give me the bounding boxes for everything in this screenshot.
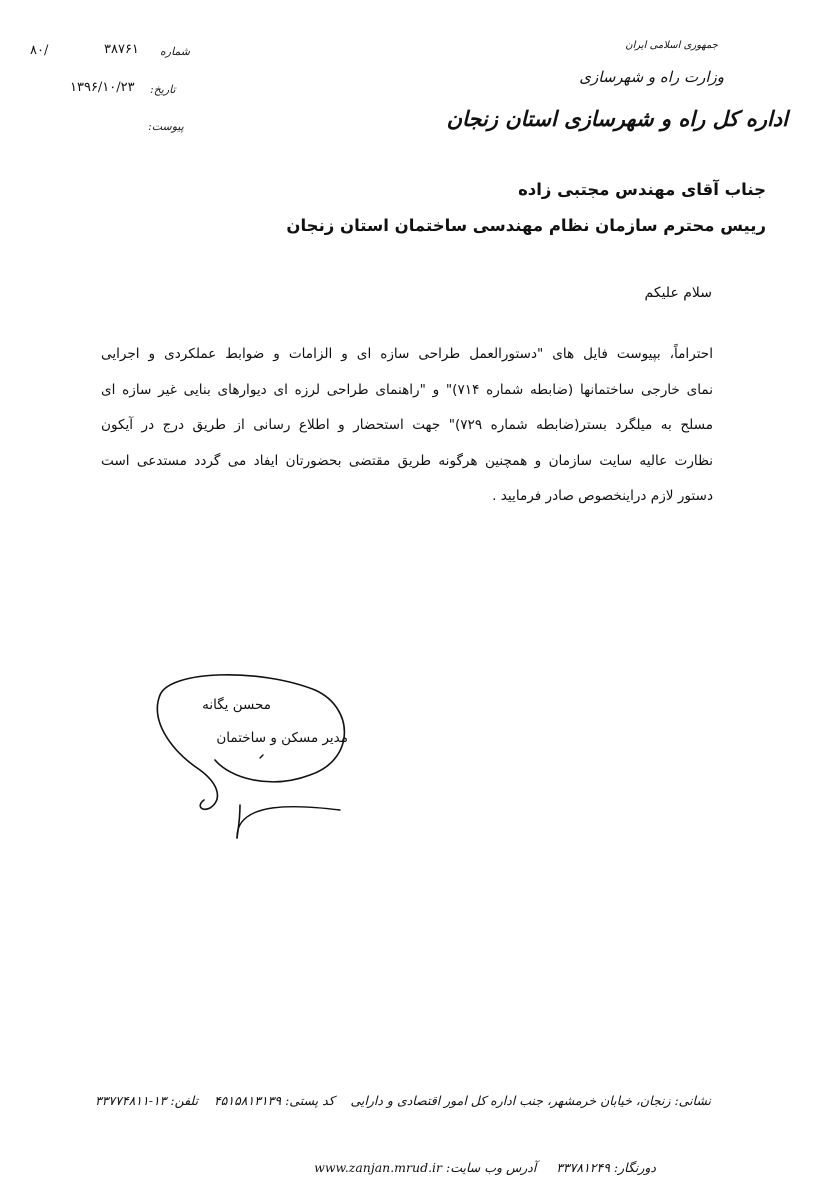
- body-line: نظارت عالیه سایت سازمان و همچنین هرگونه طریق مقتضی بحضورتان ایفاد می گردد مستدعی است: [101, 452, 713, 469]
- signer-title: مدیر مسکن و ساختمان: [216, 730, 348, 746]
- recipient-title: رییس محترم سازمان نظام مهندسی ساختمان استان زنجان: [286, 216, 766, 235]
- letter-number: ۳۸۷۶۱: [104, 42, 139, 57]
- body-line: نمای خارجی ساختمانها (ضابطه شماره ۷۱۴)" و "راهنمای طراحی لرزه ای دیوارهای بنایی غیر سازه ای: [101, 381, 713, 398]
- footer-postal-label: کد پستی:: [285, 1093, 335, 1108]
- signature-scribble: [140, 660, 360, 860]
- footer-address: نشانی: زنجان، خیابان خرمشهر، جنب اداره کل امور اقتصادی و دارایی: [350, 1093, 711, 1108]
- letter-number-suffix: ۸۰/: [30, 43, 49, 58]
- letter-body: [101, 337, 713, 515]
- body-line: دستور لازم دراینخصوص صادر فرمایید .: [492, 488, 713, 504]
- footer-phone-label: تلفن:: [170, 1093, 199, 1108]
- body-line: مسلح به میلگرد بستر(ضابطه شماره ۷۲۹)" جهت استحضار و اطلاع رسانی از طریق درج در آیکون: [101, 417, 713, 433]
- body-line: احتراماً، بپیوست فایل های "دستورالعمل طراحی سازه ای و الزامات و ضوابط عملکردی و اجرایی: [101, 346, 713, 362]
- footer-fax: ۳۳۷۸۱۲۴۹: [556, 1160, 610, 1175]
- attachment-label: پیوست:: [148, 120, 184, 133]
- signer-name: محسن یگانه: [202, 697, 271, 713]
- footer-contact-line: [314, 1160, 656, 1175]
- department-title: اداره کل راه و شهرسازی استان زنجان: [446, 106, 788, 131]
- footer-phone: ۱۳-۳۳۷۷۴۸۱۱: [95, 1093, 167, 1108]
- footer-website-label: آدرس وب سایت:: [446, 1160, 537, 1175]
- republic-title: جمهوری اسلامی ایران: [625, 40, 718, 51]
- greeting: سلام علیکم: [644, 285, 712, 301]
- footer-website[interactable]: www.zanjan.mrud.ir: [314, 1160, 443, 1175]
- footer-fax-label: دورنگار:: [613, 1160, 656, 1175]
- recipient-name: جناب آقای مهندس مجتبی زاده: [518, 180, 766, 199]
- letter-number-label: شماره: [160, 45, 191, 58]
- ministry-title: وزارت راه و شهرسازی: [579, 68, 724, 86]
- letter-date-label: تاریخ:: [150, 83, 176, 96]
- footer-address-line: [95, 1093, 711, 1108]
- footer-postal-code: ۴۵۱۵۸۱۳۱۳۹: [213, 1093, 282, 1108]
- letter-date: ۱۳۹۶/۱۰/۲۳: [70, 80, 135, 95]
